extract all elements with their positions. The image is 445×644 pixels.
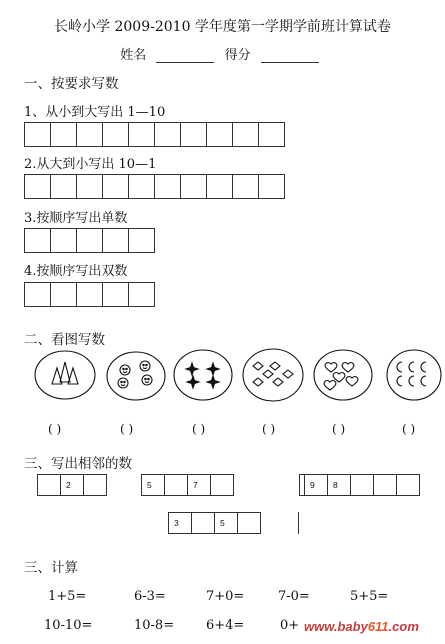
four-point-star-icon [207,363,219,375]
equation: 5+5= [350,589,389,604]
answer-boxes-4 [24,282,155,307]
smiley-icon [120,365,130,375]
neighbor-group-2 [141,474,234,496]
diamond-icon [263,370,273,378]
answer-boxes-3 [24,228,155,253]
section-3-heading: 三、写出相邻的数 [24,456,132,472]
question-1-label: 1、从小到大写出 1—10 [24,105,166,120]
score-blank[interactable] [261,49,319,63]
answer-box[interactable] [102,122,129,147]
answer-box[interactable] [50,174,77,199]
crescent-moon-icon [397,362,402,372]
answer-blank-2[interactable]: ( ) [120,422,134,436]
crescent-moon-icon [409,362,414,372]
neighbor-group-3 [299,474,420,496]
answer-box[interactable] [206,122,233,147]
answer-blank-3[interactable]: ( ) [192,422,206,436]
crescent-moon-icon [409,376,414,386]
oval-stars [174,350,232,400]
score-label: 得分 [224,48,251,63]
answer-box[interactable] [50,282,77,307]
section-4-heading: 三、计算 [24,560,78,576]
number-box: 8 [327,474,351,496]
oval-smileys [107,352,165,400]
watermark-suffix: .com [388,619,419,634]
question-4-label: 4.按顺序写出双数 [24,264,128,279]
answer-blank-1[interactable]: ( ) [48,422,62,436]
equation: 10-10= [44,618,93,633]
divider [298,512,299,534]
answer-box[interactable] [76,282,103,307]
answer-box[interactable] [258,174,285,199]
number-box[interactable] [164,474,188,496]
section-2-heading: 二、看图写数 [24,332,105,348]
four-point-star-icon [186,363,198,375]
answer-box[interactable] [180,174,207,199]
watermark [304,619,419,634]
number-box[interactable] [191,512,215,534]
equation: 7+0= [206,589,245,604]
answer-blank-5[interactable]: ( ) [332,422,346,436]
answer-blank-6[interactable]: ( ) [402,422,416,436]
diamond-icon [283,370,293,378]
number-box: 9 [304,474,328,496]
answer-box[interactable] [128,282,155,307]
number-box[interactable] [83,474,107,496]
answer-boxes-2 [24,174,285,199]
answer-box[interactable] [24,122,51,147]
question-2-label: 2.从大到小写出 10—1 [24,157,157,172]
equation: 6+4= [206,618,245,633]
crescent-moon-icon [397,376,402,386]
answer-box[interactable] [154,122,181,147]
number-box[interactable] [373,474,397,496]
answer-box[interactable] [50,228,77,253]
oval-diamonds [243,349,303,401]
heart-icon [342,363,354,373]
answer-box[interactable] [76,174,103,199]
answer-box[interactable] [102,174,129,199]
number-box: 3 [168,512,192,534]
name-blank[interactable] [156,49,214,63]
four-point-star-icon [207,376,219,388]
answer-box[interactable] [232,174,259,199]
watermark-prefix: www.baby [304,619,368,634]
answer-box[interactable] [102,282,129,307]
triangle-icon [60,362,70,382]
answer-box[interactable] [206,174,233,199]
name-label: 姓名 [120,48,147,63]
answer-box[interactable] [24,174,51,199]
diamond-icon [253,378,263,386]
answer-box[interactable] [232,122,259,147]
answer-box[interactable] [154,174,181,199]
number-box[interactable] [37,474,61,496]
heart-icon [325,363,337,373]
equation: 7-0= [278,589,310,604]
number-box[interactable] [396,474,420,496]
heart-icon [324,381,336,391]
number-box: 5 [214,512,238,534]
heart-icon [333,373,345,383]
equation: 6-3= [134,589,166,604]
oval-triangles [35,351,95,399]
neighbor-group-4 [168,512,261,534]
smiley-icon [140,361,150,371]
smiley-icon [142,375,152,385]
answer-box[interactable] [128,228,155,253]
number-box: 2 [60,474,84,496]
diamond-icon [273,378,283,386]
answer-box[interactable] [128,174,155,199]
picture-count-ovals [0,340,445,415]
answer-box[interactable] [76,228,103,253]
number-box[interactable] [350,474,374,496]
number-box: 5 [141,474,165,496]
answer-box[interactable] [50,122,77,147]
answer-box[interactable] [102,228,129,253]
equation: 10-8= [134,618,175,633]
answer-box[interactable] [24,282,51,307]
diamond-icon [253,362,263,370]
diamond-icon [270,362,280,370]
question-3-label: 3.按顺序写出单数 [24,211,128,226]
crescent-moon-icon [421,362,426,372]
answer-box[interactable] [24,228,51,253]
page-title: 长岭小学 2009-2010 学年度第一学期学前班计算试卷 [54,19,391,35]
number-box[interactable] [237,512,261,534]
oval-hearts [314,350,372,400]
answer-box[interactable] [180,122,207,147]
crescent-moon-icon [421,376,426,386]
equation: 1+5= [48,589,87,604]
number-box: 7 [187,474,211,496]
heart-icon [346,377,358,387]
answer-box[interactable] [128,122,155,147]
student-info [0,44,445,63]
oval-moons [387,350,441,400]
neighbor-group-1 [37,474,107,496]
equation: 0+ [280,618,300,633]
answer-box[interactable] [258,122,285,147]
watermark-number: 611 [367,619,389,634]
section-1-heading: 一、按要求写数 [24,76,119,92]
four-point-star-icon [187,376,199,388]
number-box[interactable] [210,474,234,496]
smiley-icon [118,378,128,388]
answer-boxes-1 [24,122,285,147]
answer-blank-4[interactable]: ( ) [262,422,276,436]
answer-box[interactable] [76,122,103,147]
